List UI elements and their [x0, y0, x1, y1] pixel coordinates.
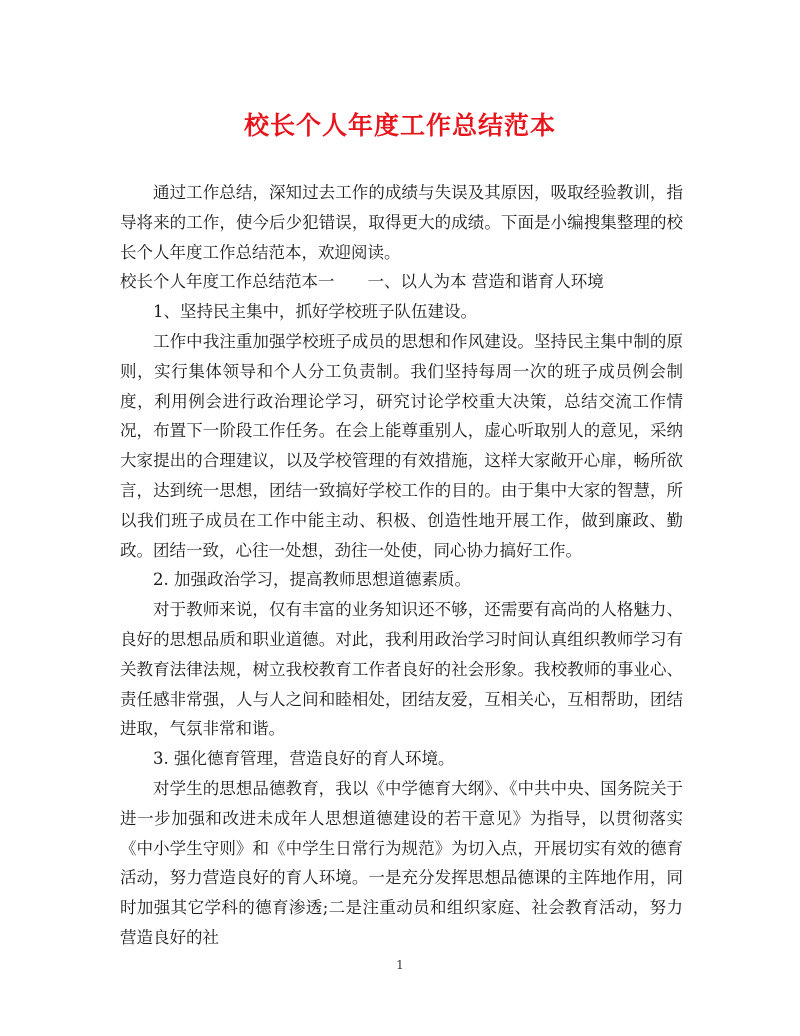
body-paragraph-1: 工作中我注重加强学校班子成员的思想和作风建设。坚持民主集中制的原则，实行集体领导和个人分工负责制。我们坚持每周一次的班子成员例会制度，利用例会进行政治理论学习，研究讨论学校重大决策，总结交流工作情况，布置下一阶段工作任务。在会上能尊重别人，虚心听取别人的意见，采纳大家提出的合理建议，以及学校管理的有效措施，这样大家敞开心扉，畅所欲言，达到统一思想，团结一致搞好学校工作的目的。由于集中大家的智慧，所以我们班子成员在工作中能主动、积极、创造性地开展工作，做到廉政、勤政。团结一致，心往一处想，劲往一处使，同心协力搞好工作。: [120, 331, 683, 560]
page-number: 1: [396, 958, 404, 972]
intro-paragraph: 通过工作总结，深知过去工作的成绩与失误及其原因，吸取经验教训，指导将来的工作，使今后少犯错误，取得更大的成绩。下面是小编搜集整理的校长个人年度工作总结范本，欢迎阅读。: [120, 183, 683, 262]
document-title: 校长个人年度工作总结范本: [243, 111, 556, 140]
document-body: [120, 178, 683, 953]
subheading-1: 1、坚持民主集中，抓好学校班子队伍建设。: [153, 302, 477, 322]
section-heading: 校长个人年度工作总结范本一 一、以人为本 营造和谐育人环境: [120, 272, 604, 292]
subheading-3: 3. 强化德育管理，营造良好的育人环境。: [153, 749, 455, 769]
body-paragraph-2: 对于教师来说，仅有丰富的业务知识还不够，还需要有高尚的人格魅力、良好的思想品质和职业道德。对此，我利用政治学习时间认真组织教师学习有关教育法律法规，树立我校教育工作者良好的社会形象。我校教师的事业心、责任感非常强，人与人之间和睦相处，团结友爱，互相关心，互相帮助，团结进取，气氛非常和谐。: [120, 600, 683, 739]
body-paragraph-3: 对学生的思想品德教育，我以《中学德育大纲》、《中共中央、国务院关于进一步加强和改进未成年人思想道德建设的若干意见》为指导，以贯彻落实《中小学生守则》和《中学生日常行为规范》为切入点，开展切实有效的德育活动，努力营造良好的育人环境。一是充分发挥思想品德课的主阵地作用，同时加强其它学科的德育渗透;二是注重动员和组织家庭、社会教育活动，努力营造良好的社: [120, 778, 683, 947]
subheading-2: 2. 加强政治学习，提高教师思想道德素质。: [153, 570, 471, 590]
